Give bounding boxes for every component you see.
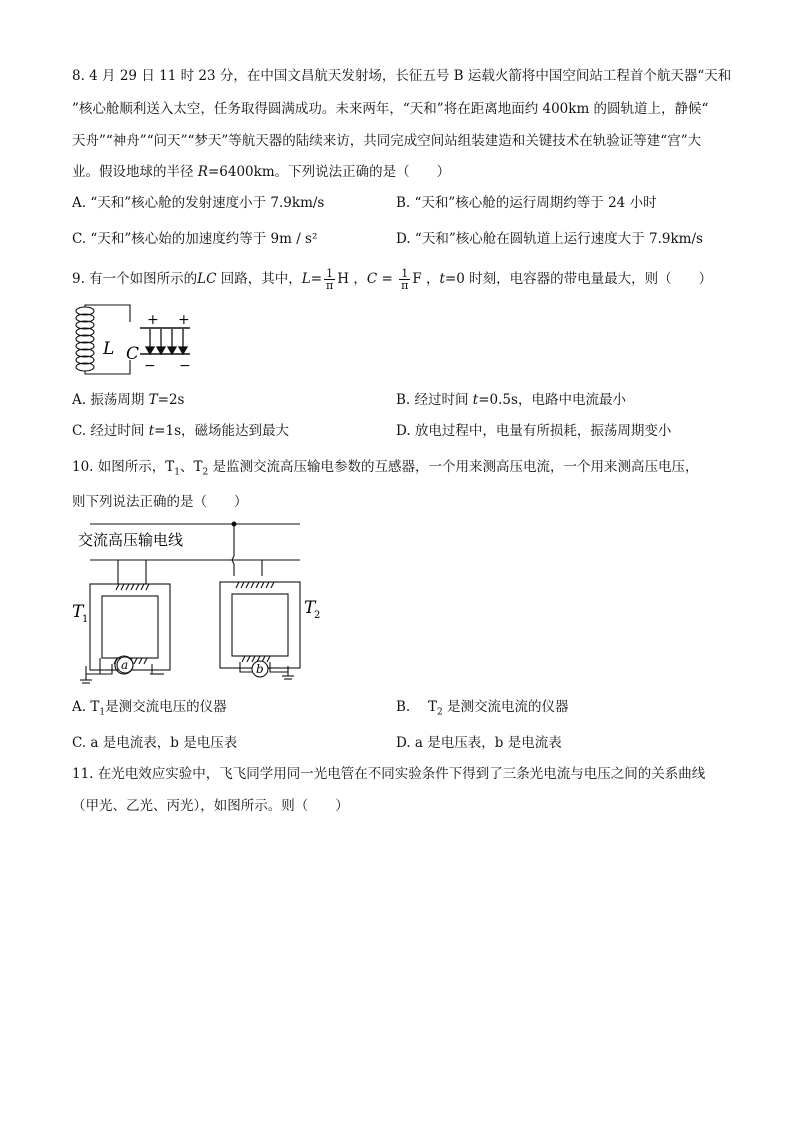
q9-unit-f: F ， <box>412 271 440 287</box>
q9-fraction-c <box>399 268 410 291</box>
q9-fraction-l-den: π <box>326 279 334 292</box>
q10-option-b <box>396 697 569 723</box>
capacitor-label: C <box>126 344 140 364</box>
t1-subscript: 1 <box>82 614 89 625</box>
q9-option-a-symbol: T <box>148 392 158 408</box>
q10-option-b-text: B. T <box>396 699 438 715</box>
q9-option-b-value: =0.5s，电路中电流最小 <box>478 392 626 408</box>
q10-stem-mid: 、T <box>180 459 203 475</box>
q9-fraction-c-den: π <box>401 279 409 292</box>
q9-c-symbol: C <box>366 271 378 287</box>
q9-option-b <box>396 390 626 410</box>
q9-l-symbol: L <box>301 271 311 287</box>
q8-option-c: C. “天和”核心始的加速度约等于 9m / s² <box>72 231 318 247</box>
t2-label: T <box>304 598 316 618</box>
capacitor-minus-right: − <box>179 358 191 374</box>
diagram-title: 交流高压输电线 <box>78 531 184 549</box>
q9-option-c-symbol: t <box>148 423 155 439</box>
q9-stem-tail: =0 时刻，电容器的带电量最大，则（ ） <box>444 271 713 287</box>
q10-option-a-tail: 是测交流电压的仪器 <box>105 699 227 715</box>
q9-stem-text: 9. 有一个如图所示的 <box>72 271 198 287</box>
q8-radius-symbol: R <box>197 164 208 180</box>
inductor-coil <box>76 307 94 371</box>
q8-option-d: D. “天和”核心舱在圆轨道上运行速度大于 7.9km/s <box>396 231 703 247</box>
q10-option-b-tail: 是测交流电流的仪器 <box>442 699 569 715</box>
q10-sub-1: 1 <box>174 467 180 478</box>
q8-line-3: 天舟”“神舟”“问天”“梦天”等航天器的陆续来访，共同完成空间站组装建造和关键技术在轨验证等建“宫”大 <box>72 133 702 149</box>
q9-option-c-value: =1s，磁场能达到最大 <box>154 423 290 439</box>
q9-fraction-c-num: 1 <box>399 268 410 280</box>
q10-option-d: D. a 是电压表，b 是电流表 <box>396 735 562 751</box>
electric-field-arrows <box>146 329 187 354</box>
q9-unit-h: H ， <box>337 271 367 287</box>
capacitor-minus-left: − <box>144 358 156 374</box>
inductor-label: L <box>103 339 115 359</box>
q9-option-b-text: B. 经过时间 <box>396 392 473 408</box>
meter-b <box>252 661 268 677</box>
q9-fraction-l-num: 1 <box>324 268 335 280</box>
meter-b-label: b <box>256 662 264 676</box>
q9-option-d: D. 放电过程中，电量有所损耗，振荡周期变小 <box>396 423 672 439</box>
t1-label: T <box>72 602 84 622</box>
q10-option-a-text: A. T <box>72 699 100 715</box>
q9-stem-mid: 回路，其中， <box>216 271 302 287</box>
lc-circuit-diagram <box>70 302 200 380</box>
q8-line-4-text: 业。假设地球的半径 <box>72 164 198 180</box>
q9-option-a-value: =2s <box>157 392 185 408</box>
q9-lc-symbol: LC <box>197 271 217 287</box>
q9-t-symbol: t <box>439 271 445 287</box>
q9-fraction-l <box>324 268 335 291</box>
q9-option-b-symbol: t <box>472 392 479 408</box>
transformer-t2 <box>220 522 300 679</box>
q10-sub-2: 2 <box>202 467 209 478</box>
q9-option-a-text: A. 振荡周期 <box>72 392 149 408</box>
q8-line-1: 8. 4 月 29 日 11 时 23 分，在中国文昌航天发射场，长征五号 B 运载火箭将中国空间站工程首个航天器“天和 <box>72 68 732 84</box>
transformer-diagram <box>66 516 336 686</box>
q9-eq2: = <box>377 271 398 287</box>
q9-stem <box>72 264 712 294</box>
meter-a-label: a <box>121 658 129 672</box>
q9-option-c <box>72 421 289 441</box>
q10-stem-text: 10. 如图所示，T <box>72 459 175 475</box>
q8-line-4-tail: =6400km。下列说法正确的是（ ） <box>207 164 451 180</box>
q11-stem-line-1: 11. 在光电效应实验中，飞飞同学用同一光电管在不同实验条件下得到了三条光电流与电压之间的关系曲线 <box>72 766 706 782</box>
q8-option-b: B. “天和”核心舱的运行周期约等于 24 小时 <box>396 195 657 211</box>
q11-stem-line-2: （甲光、乙光、丙光），如图所示。则（ ） <box>72 798 349 814</box>
q8-line-4 <box>72 162 450 182</box>
q9-option-a <box>72 390 184 410</box>
t2-subscript: 2 <box>314 610 321 621</box>
q10-option-a <box>72 697 227 723</box>
q10-option-b-sub: 2 <box>437 707 443 718</box>
capacitor-plus-left: + <box>147 312 159 328</box>
q10-stem-line-1 <box>72 457 699 483</box>
meter-a <box>117 657 133 673</box>
q8-option-a: A. “天和”核心舱的发射速度小于 7.9km/s <box>72 195 325 211</box>
q9-option-c-text: C. 经过时间 <box>72 423 149 439</box>
capacitor-plus-right: + <box>178 312 190 328</box>
q9-eq1: = <box>310 271 323 287</box>
q10-option-a-sub: 1 <box>99 707 106 718</box>
q10-stem-line-2: 则下列说法正确的是（ ） <box>72 494 248 510</box>
q10-option-c: C. a 是电流表，b 是电压表 <box>72 735 238 751</box>
q8-line-2: ”核心舱顺利送入太空，任务取得圆满成功。未来两年，“天和”将在距离地面约 400km 的圆轨道上，静候“ <box>72 101 709 117</box>
q10-stem-tail: 是监测交流高压输电参数的互感器，一个用来测高压电流，一个用来测高压电压， <box>208 459 699 475</box>
